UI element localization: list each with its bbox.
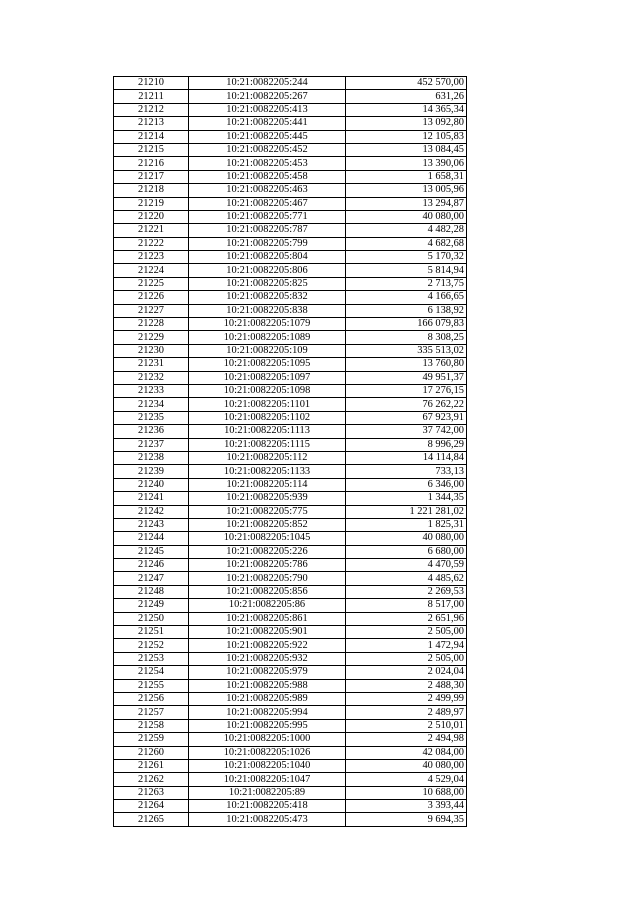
row-number-cell: 21242 — [114, 505, 189, 518]
row-number-cell: 21225 — [114, 277, 189, 290]
table-row — [114, 532, 467, 545]
row-number-cell: 21226 — [114, 291, 189, 304]
cadastral-number-cell: 10:21:0082205:852 — [189, 518, 346, 531]
amount-cell: 4 529,04 — [346, 773, 467, 786]
table-row — [114, 465, 467, 478]
row-number-cell: 21216 — [114, 157, 189, 170]
table-row — [114, 492, 467, 505]
amount-cell: 166 079,83 — [346, 318, 467, 331]
cadastral-number-cell: 10:21:0082205:418 — [189, 800, 346, 813]
cadastral-number-cell: 10:21:0082205:1079 — [189, 318, 346, 331]
table-row — [114, 237, 467, 250]
row-number-cell: 21229 — [114, 331, 189, 344]
table-row — [114, 478, 467, 491]
row-number-cell: 21211 — [114, 90, 189, 103]
amount-cell: 37 742,00 — [346, 425, 467, 438]
cadastral-number-cell: 10:21:0082205:226 — [189, 545, 346, 558]
amount-cell: 335 513,02 — [346, 344, 467, 357]
table-row — [114, 813, 467, 826]
cadastral-number-cell: 10:21:0082205:445 — [189, 130, 346, 143]
cadastral-number-cell: 10:21:0082205:856 — [189, 585, 346, 598]
table-row — [114, 398, 467, 411]
row-number-cell: 21237 — [114, 438, 189, 451]
table-row — [114, 800, 467, 813]
table-row — [114, 786, 467, 799]
cadastral-number-cell: 10:21:0082205:771 — [189, 210, 346, 223]
amount-cell: 8 308,25 — [346, 331, 467, 344]
row-number-cell: 21256 — [114, 692, 189, 705]
table-row — [114, 210, 467, 223]
amount-cell: 67 923,91 — [346, 411, 467, 424]
table-row — [114, 318, 467, 331]
table-row — [114, 371, 467, 384]
row-number-cell: 21220 — [114, 210, 189, 223]
table-row — [114, 505, 467, 518]
row-number-cell: 21230 — [114, 344, 189, 357]
cadastral-number-cell: 10:21:0082205:922 — [189, 639, 346, 652]
table-row — [114, 251, 467, 264]
amount-cell: 13 084,45 — [346, 143, 467, 156]
row-number-cell: 21228 — [114, 318, 189, 331]
amount-cell: 4 470,59 — [346, 559, 467, 572]
row-number-cell: 21238 — [114, 451, 189, 464]
row-number-cell: 21227 — [114, 304, 189, 317]
cadastral-number-cell: 10:21:0082205:861 — [189, 612, 346, 625]
row-number-cell: 21221 — [114, 224, 189, 237]
table-row — [114, 719, 467, 732]
row-number-cell: 21247 — [114, 572, 189, 585]
amount-cell: 13 005,96 — [346, 184, 467, 197]
cadastral-number-cell: 10:21:0082205:838 — [189, 304, 346, 317]
table-row — [114, 90, 467, 103]
amount-cell: 2 713,75 — [346, 277, 467, 290]
amount-cell: 17 276,15 — [346, 384, 467, 397]
cadastral-number-cell: 10:21:0082205:89 — [189, 786, 346, 799]
table-row — [114, 518, 467, 531]
row-number-cell: 21210 — [114, 77, 189, 90]
amount-cell: 4 166,65 — [346, 291, 467, 304]
row-number-cell: 21248 — [114, 585, 189, 598]
table-row — [114, 130, 467, 143]
row-number-cell: 21212 — [114, 103, 189, 116]
cadastral-number-cell: 10:21:0082205:775 — [189, 505, 346, 518]
amount-cell: 14 114,84 — [346, 451, 467, 464]
cadastral-number-cell: 10:21:0082205:989 — [189, 692, 346, 705]
amount-cell: 12 105,83 — [346, 130, 467, 143]
row-number-cell: 21264 — [114, 800, 189, 813]
cadastral-number-cell: 10:21:0082205:86 — [189, 599, 346, 612]
row-number-cell: 21246 — [114, 559, 189, 572]
row-number-cell: 21243 — [114, 518, 189, 531]
amount-cell: 2 651,96 — [346, 612, 467, 625]
row-number-cell: 21236 — [114, 425, 189, 438]
amount-cell: 8 517,00 — [346, 599, 467, 612]
amount-cell: 733,13 — [346, 465, 467, 478]
cadastral-number-cell: 10:21:0082205:939 — [189, 492, 346, 505]
table-row — [114, 157, 467, 170]
cadastral-number-cell: 10:21:0082205:473 — [189, 813, 346, 826]
cadastral-number-cell: 10:21:0082205:1113 — [189, 425, 346, 438]
amount-cell: 5 814,94 — [346, 264, 467, 277]
cadastral-number-cell: 10:21:0082205:932 — [189, 652, 346, 665]
amount-cell: 1 658,31 — [346, 170, 467, 183]
amount-cell: 76 262,22 — [346, 398, 467, 411]
cadastral-number-cell: 10:21:0082205:1102 — [189, 411, 346, 424]
row-number-cell: 21251 — [114, 626, 189, 639]
table-row — [114, 117, 467, 130]
row-number-cell: 21245 — [114, 545, 189, 558]
amount-cell: 2 494,98 — [346, 733, 467, 746]
amount-cell: 13 092,80 — [346, 117, 467, 130]
cadastral-number-cell: 10:21:0082205:1089 — [189, 331, 346, 344]
row-number-cell: 21223 — [114, 251, 189, 264]
amount-cell: 6 138,92 — [346, 304, 467, 317]
cadastral-number-cell: 10:21:0082205:453 — [189, 157, 346, 170]
table-row — [114, 572, 467, 585]
row-number-cell: 21217 — [114, 170, 189, 183]
row-number-cell: 21239 — [114, 465, 189, 478]
table-row — [114, 264, 467, 277]
table-row — [114, 224, 467, 237]
cadastral-number-cell: 10:21:0082205:1101 — [189, 398, 346, 411]
amount-cell: 42 084,00 — [346, 746, 467, 759]
table-row — [114, 425, 467, 438]
row-number-cell: 21224 — [114, 264, 189, 277]
table-row — [114, 585, 467, 598]
amount-cell: 2 488,30 — [346, 679, 467, 692]
table-row — [114, 639, 467, 652]
row-number-cell: 21262 — [114, 773, 189, 786]
table-row — [114, 304, 467, 317]
table-row — [114, 706, 467, 719]
table-row — [114, 358, 467, 371]
row-number-cell: 21253 — [114, 652, 189, 665]
amount-cell: 1 221 281,02 — [346, 505, 467, 518]
row-number-cell: 21261 — [114, 759, 189, 772]
cadastral-number-cell: 10:21:0082205:1045 — [189, 532, 346, 545]
cadastral-number-cell: 10:21:0082205:1040 — [189, 759, 346, 772]
amount-cell: 4 485,62 — [346, 572, 467, 585]
table-row — [114, 344, 467, 357]
row-number-cell: 21234 — [114, 398, 189, 411]
row-number-cell: 21244 — [114, 532, 189, 545]
cadastral-number-cell: 10:21:0082205:994 — [189, 706, 346, 719]
amount-cell: 6 346,00 — [346, 478, 467, 491]
table-row — [114, 666, 467, 679]
amount-cell: 49 951,37 — [346, 371, 467, 384]
amount-cell: 452 570,00 — [346, 77, 467, 90]
table-row — [114, 331, 467, 344]
records-table — [113, 76, 467, 827]
row-number-cell: 21213 — [114, 117, 189, 130]
cadastral-number-cell: 10:21:0082205:1095 — [189, 358, 346, 371]
table-row — [114, 545, 467, 558]
amount-cell: 1 472,94 — [346, 639, 467, 652]
row-number-cell: 21232 — [114, 371, 189, 384]
row-number-cell: 21218 — [114, 184, 189, 197]
table-row — [114, 652, 467, 665]
cadastral-number-cell: 10:21:0082205:467 — [189, 197, 346, 210]
cadastral-number-cell: 10:21:0082205:267 — [189, 90, 346, 103]
cadastral-number-cell: 10:21:0082205:901 — [189, 626, 346, 639]
cadastral-number-cell: 10:21:0082205:787 — [189, 224, 346, 237]
table-row — [114, 197, 467, 210]
cadastral-number-cell: 10:21:0082205:806 — [189, 264, 346, 277]
amount-cell: 8 996,29 — [346, 438, 467, 451]
amount-cell: 2 505,00 — [346, 652, 467, 665]
cadastral-number-cell: 10:21:0082205:463 — [189, 184, 346, 197]
row-number-cell: 21252 — [114, 639, 189, 652]
amount-cell: 13 760,80 — [346, 358, 467, 371]
table-row — [114, 438, 467, 451]
amount-cell: 5 170,32 — [346, 251, 467, 264]
cadastral-number-cell: 10:21:0082205:1115 — [189, 438, 346, 451]
row-number-cell: 21215 — [114, 143, 189, 156]
row-number-cell: 21240 — [114, 478, 189, 491]
row-number-cell: 21231 — [114, 358, 189, 371]
row-number-cell: 21263 — [114, 786, 189, 799]
row-number-cell: 21255 — [114, 679, 189, 692]
row-number-cell: 21265 — [114, 813, 189, 826]
cadastral-number-cell: 10:21:0082205:112 — [189, 451, 346, 464]
amount-cell: 10 688,00 — [346, 786, 467, 799]
amount-cell: 2 024,04 — [346, 666, 467, 679]
row-number-cell: 21259 — [114, 733, 189, 746]
amount-cell: 14 365,34 — [346, 103, 467, 116]
table-row — [114, 291, 467, 304]
amount-cell: 2 499,99 — [346, 692, 467, 705]
row-number-cell: 21233 — [114, 384, 189, 397]
table-row — [114, 384, 467, 397]
cadastral-number-cell: 10:21:0082205:1000 — [189, 733, 346, 746]
cadastral-number-cell: 10:21:0082205:790 — [189, 572, 346, 585]
table-row — [114, 759, 467, 772]
row-number-cell: 21241 — [114, 492, 189, 505]
table-row — [114, 679, 467, 692]
amount-cell: 2 510,01 — [346, 719, 467, 732]
row-number-cell: 21214 — [114, 130, 189, 143]
row-number-cell: 21219 — [114, 197, 189, 210]
amount-cell: 2 269,53 — [346, 585, 467, 598]
amount-cell: 4 482,28 — [346, 224, 467, 237]
table-row — [114, 692, 467, 705]
table-row — [114, 451, 467, 464]
cadastral-number-cell: 10:21:0082205:441 — [189, 117, 346, 130]
amount-cell: 2 489,97 — [346, 706, 467, 719]
table-row — [114, 599, 467, 612]
cadastral-number-cell: 10:21:0082205:1026 — [189, 746, 346, 759]
cadastral-number-cell: 10:21:0082205:114 — [189, 478, 346, 491]
cadastral-number-cell: 10:21:0082205:995 — [189, 719, 346, 732]
table-row — [114, 77, 467, 90]
amount-cell: 40 080,00 — [346, 210, 467, 223]
amount-cell: 40 080,00 — [346, 532, 467, 545]
amount-cell: 1 344,35 — [346, 492, 467, 505]
cadastral-number-cell: 10:21:0082205:988 — [189, 679, 346, 692]
cadastral-number-cell: 10:21:0082205:1133 — [189, 465, 346, 478]
cadastral-number-cell: 10:21:0082205:799 — [189, 237, 346, 250]
cadastral-number-cell: 10:21:0082205:979 — [189, 666, 346, 679]
cadastral-number-cell: 10:21:0082205:804 — [189, 251, 346, 264]
amount-cell: 631,26 — [346, 90, 467, 103]
table-row — [114, 277, 467, 290]
table-row — [114, 184, 467, 197]
table-row — [114, 103, 467, 116]
row-number-cell: 21249 — [114, 599, 189, 612]
amount-cell: 13 294,87 — [346, 197, 467, 210]
amount-cell: 13 390,06 — [346, 157, 467, 170]
amount-cell: 2 505,00 — [346, 626, 467, 639]
amount-cell: 3 393,44 — [346, 800, 467, 813]
row-number-cell: 21254 — [114, 666, 189, 679]
row-number-cell: 21257 — [114, 706, 189, 719]
table-row — [114, 612, 467, 625]
cadastral-number-cell: 10:21:0082205:786 — [189, 559, 346, 572]
cadastral-number-cell: 10:21:0082205:413 — [189, 103, 346, 116]
amount-cell: 6 680,00 — [346, 545, 467, 558]
table-row — [114, 411, 467, 424]
cadastral-number-cell: 10:21:0082205:458 — [189, 170, 346, 183]
records-table-body — [114, 77, 467, 827]
row-number-cell: 21258 — [114, 719, 189, 732]
cadastral-number-cell: 10:21:0082205:1098 — [189, 384, 346, 397]
cadastral-number-cell: 10:21:0082205:452 — [189, 143, 346, 156]
cadastral-number-cell: 10:21:0082205:1097 — [189, 371, 346, 384]
row-number-cell: 21250 — [114, 612, 189, 625]
cadastral-number-cell: 10:21:0082205:109 — [189, 344, 346, 357]
cadastral-number-cell: 10:21:0082205:1047 — [189, 773, 346, 786]
row-number-cell: 21222 — [114, 237, 189, 250]
table-row — [114, 143, 467, 156]
table-row — [114, 773, 467, 786]
table-row — [114, 733, 467, 746]
cadastral-number-cell: 10:21:0082205:244 — [189, 77, 346, 90]
cadastral-number-cell: 10:21:0082205:825 — [189, 277, 346, 290]
amount-cell: 1 825,31 — [346, 518, 467, 531]
amount-cell: 40 080,00 — [346, 759, 467, 772]
table-row — [114, 626, 467, 639]
table-row — [114, 559, 467, 572]
amount-cell: 4 682,68 — [346, 237, 467, 250]
table-row — [114, 746, 467, 759]
amount-cell: 9 694,35 — [346, 813, 467, 826]
cadastral-number-cell: 10:21:0082205:832 — [189, 291, 346, 304]
row-number-cell: 21235 — [114, 411, 189, 424]
row-number-cell: 21260 — [114, 746, 189, 759]
table-row — [114, 170, 467, 183]
